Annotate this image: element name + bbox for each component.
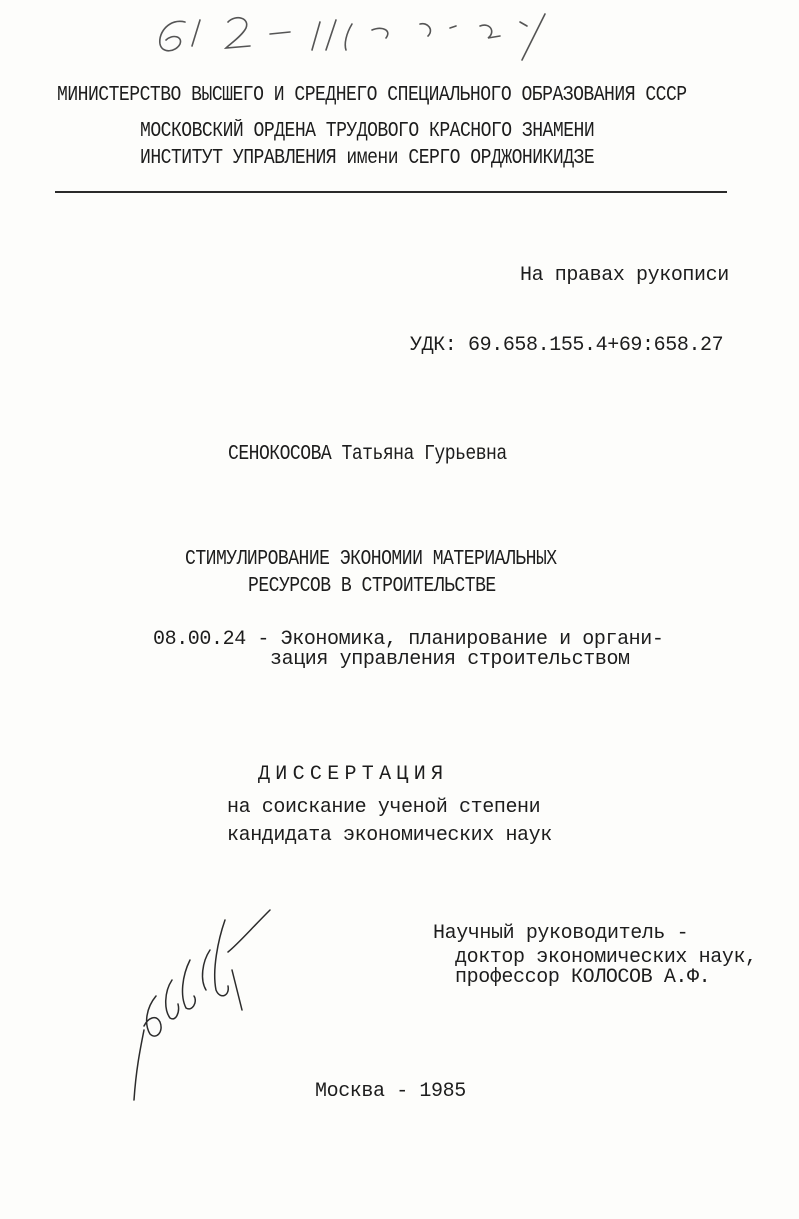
author-name: СЕНОКОСОВА Татьяна Гурьевна: [228, 443, 507, 466]
ministry-heading: МИНИСТЕРСТВО ВЫСШЕГО И СРЕДНЕГО СПЕЦИАЛЬНОГО ОБРАЗОВАНИЯ СССР: [57, 84, 687, 107]
degree-line1: на соискание ученой степени: [227, 796, 541, 819]
supervisor-label: Научный руководитель -: [433, 922, 689, 945]
document-type: ДИССЕРТАЦИЯ: [258, 763, 449, 786]
city-year: Москва - 1985: [315, 1080, 466, 1103]
dissertation-title-line1: СТИМУЛИРОВАНИЕ ЭКОНОМИИ МАТЕРИАЛЬНЫХ: [185, 548, 557, 571]
handwritten-archive-note: [0, 0, 799, 80]
handwritten-signature: [120, 900, 290, 1110]
header-divider: [55, 191, 727, 193]
degree-line2: кандидата экономических наук: [227, 824, 552, 847]
institute-heading-line1: МОСКОВСКИЙ ОРДЕНА ТРУДОВОГО КРАСНОГО ЗНАМЕНИ: [140, 120, 595, 143]
institute-heading-line2: ИНСТИТУТ УПРАВЛЕНИЯ имени СЕРГО ОРДЖОНИКИДЗЕ: [140, 147, 595, 170]
rights-notice: На правах рукописи: [520, 264, 729, 287]
udk-code: УДК: 69.658.155.4+69:658.27: [410, 334, 724, 357]
supervisor-degree: доктор экономических наук,: [455, 946, 757, 969]
specialty-line2: зация управления строительством: [270, 648, 630, 671]
dissertation-title-line2: РЕСУРСОВ В СТРОИТЕЛЬСТВЕ: [248, 575, 496, 598]
supervisor-name: профессор КОЛОСОВ А.Ф.: [455, 966, 711, 989]
specialty-line1: 08.00.24 - Экономика, планирование и органи-: [153, 628, 664, 651]
